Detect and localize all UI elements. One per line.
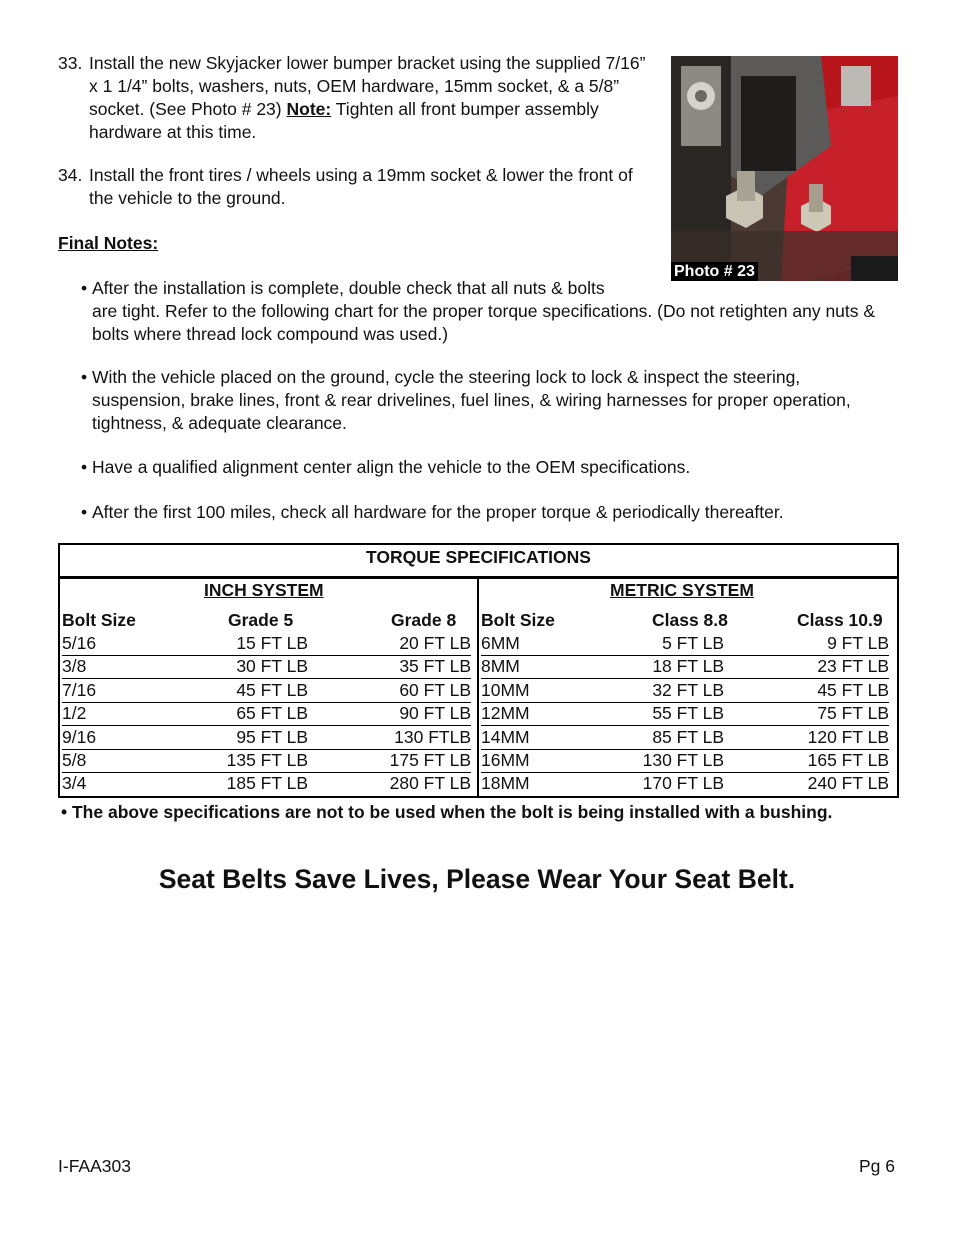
- table-cell: 65 FT LB: [162, 702, 308, 726]
- photo-caption: Photo # 23: [671, 262, 758, 281]
- table-row: [60, 772, 477, 795]
- final-note-text: are tight. Refer to the following chart for the proper torque specifications. (Do not retighten any nuts & bolts where thread lock compound was used.): [92, 301, 876, 344]
- table-cell: 3/8: [62, 655, 162, 679]
- table-row: [480, 679, 897, 702]
- final-notes-heading: Final Notes:: [58, 233, 159, 253]
- table-row: [60, 749, 477, 772]
- step-33: [58, 52, 658, 144]
- table-cell: 35 FT LB: [308, 655, 471, 679]
- table-row: [60, 655, 477, 678]
- table-cell: 185 FT LB: [226, 773, 308, 794]
- table-cell: 14MM: [481, 726, 601, 750]
- table-footnote: • The above specifications are not to be used when the bolt is being installed with a bushing.: [61, 802, 833, 822]
- final-note-1: [81, 277, 891, 300]
- table-row: [480, 655, 897, 678]
- table-cell: 90 FT LB: [308, 702, 471, 726]
- table-cell: 130 FT LB: [601, 749, 724, 773]
- table-cell: 5/16: [62, 632, 162, 656]
- column-header: Class 10.9: [797, 610, 883, 630]
- table-cell: 7/16: [62, 679, 162, 703]
- table-cell: 45 FT LB: [724, 679, 889, 703]
- step-number: 34.: [58, 165, 83, 185]
- safety-slogan: Seat Belts Save Lives, Please Wear Your Seat Belt.: [158, 864, 796, 894]
- metric-system-heading: METRIC SYSTEM: [610, 580, 754, 600]
- table-row: [480, 772, 897, 795]
- table-cell: 55 FT LB: [601, 702, 724, 726]
- bullet-dot: •: [81, 278, 88, 298]
- table-cell: 8MM: [481, 655, 601, 679]
- final-note-4: [81, 501, 891, 524]
- table-row: [480, 702, 897, 725]
- column-header: Grade 5: [228, 610, 294, 630]
- table-cell: 165 FT LB: [724, 749, 889, 773]
- table-cell: 16MM: [481, 749, 601, 773]
- table-cell: 12MM: [481, 702, 601, 726]
- photo-23: [671, 56, 898, 281]
- step-text-before: Install the new Skyjacker lower bumper bracket using the supplied 7/16” x 1 1/4” bolts, washers, nuts, OEM hardware, 15mm socket, & a 5/8” socket. (See Photo # 23): [89, 53, 646, 119]
- final-note-2: [81, 366, 891, 435]
- step-text: Install the front tires / wheels using a 19mm socket & lower the front of the vehicle to the ground.: [89, 165, 633, 208]
- table-cell: 120 FT LB: [724, 726, 889, 750]
- table-cell: 135 FT LB: [162, 749, 308, 773]
- column-header: Bolt Size: [62, 610, 136, 630]
- table-row: [60, 702, 477, 725]
- table-cell: 32 FT LB: [601, 679, 724, 703]
- column-header: Grade 8: [391, 610, 457, 630]
- page-number: Pg 6: [859, 1156, 895, 1176]
- inch-rows: [60, 632, 477, 796]
- table-cell: 170 FT LB: [642, 773, 724, 794]
- column-header: Bolt Size: [481, 610, 555, 630]
- table-cell: 280 FT LB: [389, 773, 471, 794]
- table-row: [480, 632, 897, 655]
- table-cell: 18 FT LB: [601, 655, 724, 679]
- table-cell: 18MM: [481, 773, 530, 794]
- table-cell: 9/16: [62, 726, 162, 750]
- step-text-after: Tighten all front bumper assembly hardware at this time.: [89, 99, 599, 142]
- step-text: [58, 52, 658, 144]
- table-cell: 175 FT LB: [308, 749, 471, 773]
- document-id: I-FAA303: [58, 1156, 131, 1176]
- table-cell: 45 FT LB: [162, 679, 308, 703]
- table-row: [60, 726, 477, 749]
- table-cell: 240 FT LB: [807, 773, 889, 794]
- column-header: Class 8.8: [652, 610, 728, 630]
- bullet-dot: •: [81, 457, 88, 477]
- table-cell: 30 FT LB: [162, 655, 308, 679]
- table-cell: 3/4: [62, 773, 87, 794]
- final-note-text: After the installation is complete, double check that all nuts & bolts: [92, 278, 605, 298]
- final-note-text: With the vehicle placed on the ground, cycle the steering lock to lock & inspect the steering, suspension, brake lines, front & rear drivelines, fuel lines, & wiring harnesses for proper operation, tightness, & adequate clearance.: [92, 367, 851, 433]
- final-note-3: [81, 456, 891, 479]
- table-cell: 5 FT LB: [601, 632, 724, 656]
- step-34: [58, 164, 658, 210]
- metric-rows: [480, 632, 897, 796]
- torque-specifications-table: [58, 543, 899, 798]
- table-cell: 5/8: [62, 749, 162, 773]
- table-row: [60, 679, 477, 702]
- bullet-dot: •: [81, 367, 88, 387]
- table-cell: 85 FT LB: [601, 726, 724, 750]
- step-number: 33.: [58, 53, 83, 73]
- table-cell: 6MM: [481, 632, 601, 656]
- bullet-dot: •: [81, 502, 88, 522]
- table-cell: 130 FTLB: [308, 726, 471, 750]
- table-cell: 20 FT LB: [308, 632, 471, 656]
- final-note-1-continued: [92, 300, 892, 346]
- table-row: [60, 632, 477, 655]
- table-cell: 23 FT LB: [724, 655, 889, 679]
- inch-system-section: [60, 579, 479, 796]
- table-cell: 9 FT LB: [724, 632, 889, 656]
- final-note-text: After the first 100 miles, check all hardware for the proper torque & periodically thereafter.: [92, 502, 784, 522]
- table-cell: 75 FT LB: [724, 702, 889, 726]
- inch-system-heading: INCH SYSTEM: [204, 580, 324, 600]
- table-cell: 60 FT LB: [308, 679, 471, 703]
- final-note-text: Have a qualified alignment center align the vehicle to the OEM specifications.: [92, 457, 691, 477]
- table-cell: 1/2: [62, 702, 162, 726]
- metric-system-section: [480, 579, 897, 796]
- table-cell: 10MM: [481, 679, 601, 703]
- table-row: [480, 726, 897, 749]
- table-cell: 95 FT LB: [162, 726, 308, 750]
- bumper-bracket-photo: [671, 56, 898, 281]
- table-cell: 15 FT LB: [162, 632, 308, 656]
- table-row: [480, 749, 897, 772]
- table-title-text: TORQUE SPECIFICATIONS: [366, 547, 591, 567]
- note-label: Note:: [286, 99, 332, 119]
- table-title: [60, 545, 897, 579]
